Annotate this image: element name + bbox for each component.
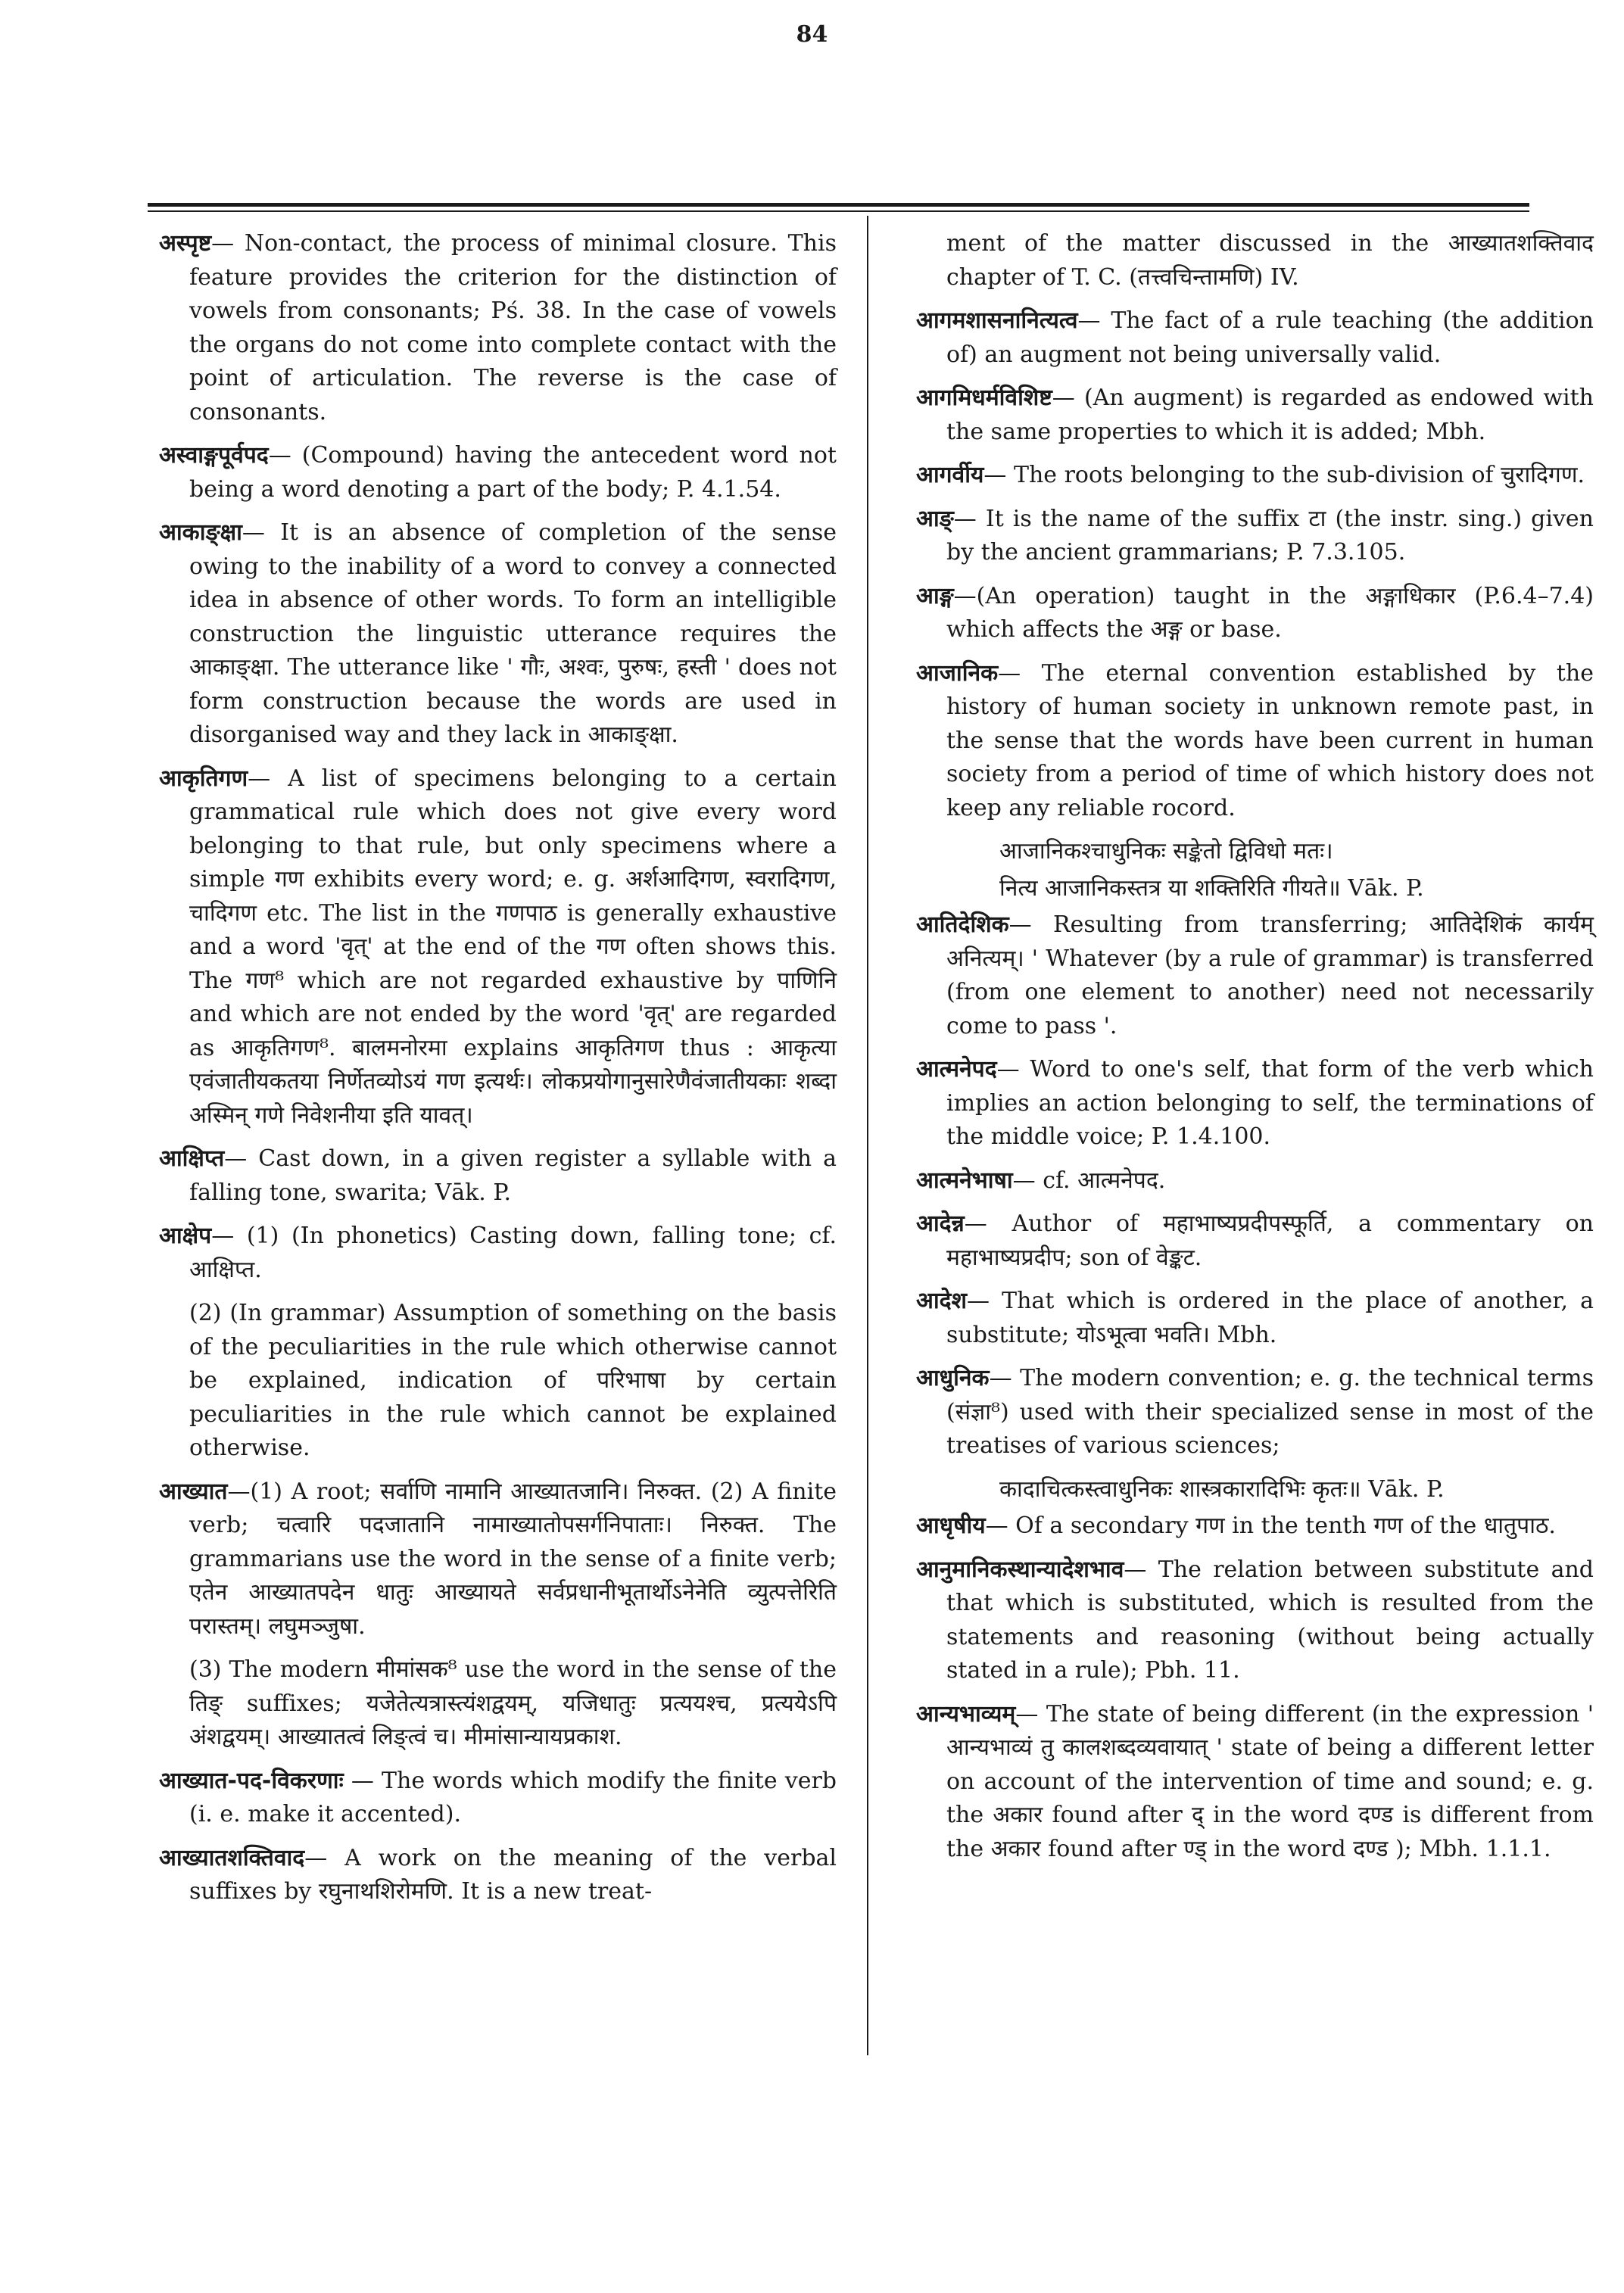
entry-headword: आत्मनेभाषा [916,1167,1013,1194]
entry-definition: — (1) (In phonetics) Casting down, falling tone; cf. आक्षिप्त. [189,1223,837,1283]
entry-definition: — cf. आत्मनेपद. [1012,1167,1166,1194]
column-divider [867,216,868,2055]
dictionary-entry [916,908,1594,1043]
quotation-line: नित्य आजानिकस्तत्र या शक्तिरिति गीयते॥ Vāk. P. [999,874,1424,902]
entry-headword: आदेश [916,1288,967,1314]
dictionary-entry [916,304,1594,372]
entry-definition: — The roots belonging to the sub-division of चुरादिगण. [983,462,1585,488]
entry-headword: आक्षिप्त [159,1145,225,1172]
dictionary-entry [159,762,837,1133]
entry-definition: — The state of being different (in the expression ' आन्यभाव्यं तु कालशब्दव्यवायात् ' state of being a different letter on account of the intervention of time and sound; e. g. the अकार found after द् in the word दण्ड is different from the अकार found after ण्ड् in the word दण्ड ); Mbh. 1.1.1. [946,1700,1594,1862]
dictionary-entry [916,657,1594,826]
entry-definition: — Author of महाभाष्यप्रदीपस्फूर्ति, a commentary on महाभाष्यप्रदीप; son of वेङ्कट. [946,1210,1594,1271]
header-rule-thick [148,203,1529,207]
entry-headword: अस्वाङ्गपूर्वपद [159,442,269,469]
entry-headword: अस्पृष्ट [159,230,212,257]
entry-definition: — Word to one's self, that form of the verb which implies an action belonging to self, the terminations of the middle voice; P. 1.4.100. [946,1056,1594,1150]
page-number: 84 [796,21,828,48]
entry-headword: आङ्ग [916,582,954,609]
entry-headword: आजानिक [916,659,999,687]
entry-continuation: (2) (In grammar) Assumption of something on the basis of the peculiarities in the rule which otherwise cannot be explained, indication of परिभाषा by certain peculiarities in the rule which cannot be explained otherwise. [189,1300,837,1461]
dictionary-entry [159,1220,837,1287]
dictionary-entry [916,459,1594,493]
dictionary-entry [159,1475,837,1644]
dictionary-entry [159,1765,837,1832]
entry-headword: आनुमानिकस्थान्यादेशभाव [916,1556,1124,1583]
entry-headword: आधुनिक [916,1365,990,1391]
entry-definition: — (An augment) is regarded as endowed with the same properties to which it is added; Mbh. [946,385,1594,445]
entry-definition: — The eternal convention established by the history of human society in unknown remote past, in the sense that the words have been current in human society from a period of time of which history does not keep any reliable rocord. [946,659,1594,821]
entry-definition: — The fact of a rule teaching (the addition of) an augment not being universally valid. [946,307,1594,368]
dictionary-entry [916,503,1594,570]
dictionary-entry [916,1362,1594,1463]
entry-headword: आतिदेशिक [916,911,1009,938]
entry-definition: — A list of specimens belonging to a certain grammatical rule which does not give every word belonging to that rule, but only specimens where a simple गण exhibits every word; e. g. अर्शआदिगण, स्वरादिगण, चादिगण etc. The list in the गणपाठ is generally exhaustive and a word 'वृत्' at the end of the गण often shows this. The गण⁸ which are not regarded exhaustive by पाणिनि and which are not ended by the word 'वृत्' are regarded as आकृतिगण⁸. बालमनोरमा explains आकृतिगण thus : आकृत्या एवंजातीयकतया निर्णेतव्योऽयं गण इत्यर्थः। लोकप्रयोगानुसारेणैवंजातीयकाः शब्दा अस्मिन् गणे निवेशनीया इति यावत्। [189,765,837,1129]
quotation-line: आजानिकश्चाधुनिकः सङ्केतो द्विविधो मतः। [999,838,1333,865]
dictionary-entry [159,1842,837,1909]
dictionary-entry [916,1553,1594,1688]
entry-definition: —(1) A root; सर्वाणि नामानि आख्यातजानि। निरुक्त. (2) A finite verb; चत्वारि पदजातानि नामाख्यातोपसर्गनिपाताः। निरुक्त. The grammarians use the word in the sense of a finite verb; एतेन आख्यातपदेन धातुः आख्यायते सर्वप्रधानीभूतार्थोऽनेनेति व्युत्पत्तेरिति परास्तम्। लघुमञ्जुषा. [189,1478,837,1640]
entry-headword: आकृतिगण [159,765,248,792]
dictionary-entry [916,1164,1594,1198]
entry-headword: आधृषीय [916,1513,986,1539]
dictionary-entry [916,1285,1594,1352]
dictionary-entry [916,580,1594,647]
entry-headword: आत्मनेपद [916,1056,997,1083]
entry-headword: आन्यभाव्यम् [916,1700,1016,1728]
entry-definition: — Cast down, in a given register a syllable with a falling tone, swarita; Vāk. P. [189,1145,837,1206]
dictionary-entry [159,439,837,506]
entry-headword: आक्षेप [159,1223,212,1249]
entry-definition: — A work on the meaning of the verbal suffixes by रघुनाथशिरोमणि. It is a new treat- [189,1844,837,1905]
entry-definition: — It is the name of the suffix टा (the instr. sing.) given by the ancient grammarians; P. 7.3.105. [946,505,1594,565]
entry-continuation: ment of the matter discussed in the आख्यातशक्तिवाद chapter of T. C. (तत्त्वचिन्तामणि) IV. [946,230,1594,291]
entry-headword: आकाङ्क्षा [159,519,242,546]
dictionary-entry [916,1053,1594,1154]
left-column [159,227,837,1919]
dictionary-entry [916,382,1594,449]
dictionary-entry [916,1207,1594,1275]
entry-headword: आगमशासनानित्यत्व [916,307,1078,334]
entry-definition: — Resulting from transferring; आतिदेशिकं कार्यम् अनित्यम्। ' Whatever (by a rule of grammar) is transferred (from one element to another) need not necessarily come to pass '. [946,911,1594,1039]
entry-definition: — The words which modify the finite verb (i. e. make it accented). [189,1767,837,1827]
entry-continuation: (3) The modern मीमांसक⁸ use the word in the sense of the तिङ् suffixes; यजेतेत्यत्रास्त्यंशद्वयम्, यजिधातुः प्रत्ययश्च, प्रत्ययेऽपि अंशद्वयम्। आख्यातत्वं लिङ्त्वं च। मीमांसान्यायप्रकाश. [189,1656,837,1750]
entry-headword: आख्यात [159,1478,228,1505]
entry-definition: — It is an absence of completion of the sense owing to the inability of a word to convey a connected idea in absence of other words. To form an intelligible construction the linguistic utterance requires the आकाङ्क्षा. The utterance like ' गौः, अश्वः, पुरुषः, हस्ती ' does not form construction because the words are used in disorganised way and they lack in आकाङ्क्षा. [189,519,837,748]
dictionary-entry [916,1509,1594,1544]
entry-headword: आङ् [916,505,954,532]
entry-definition: — The modern convention; e. g. the technical terms (संज्ञा⁸) used with their specialized sense in most of the treatises of various sciences; [946,1365,1594,1459]
entry-headword: आदेन्न [916,1210,965,1237]
dictionary-entry [916,1698,1594,1867]
entry-definition: — Of a secondary गण in the tenth गण of the धातुपाठ. [985,1513,1556,1539]
entry-definition: — (Compound) having the antecedent word not being a word denoting a part of the body; P. 4.1.54. [189,442,837,503]
entry-definition: — That which is ordered in the place of another, a substitute; योऽभूत्वा भवति। Mbh. [946,1288,1594,1348]
entry-definition: —(An operation) taught in the अङ्गाधिकार (P.6.4–7.4) which affects the अङ्ग or base. [946,582,1594,643]
entry-headword: आख्यातशक्तिवाद [159,1844,305,1871]
entry-headword: आख्यात-पद-विकरणाः [159,1767,344,1794]
dictionary-entry [159,516,837,752]
header-rule-thin [148,210,1529,212]
dictionary-entry [159,227,837,429]
entry-definition: — The relation between substitute and that which is substituted, which is resulted from the statements and reasoning (without being actually stated in a rule); Pbh. 11. [946,1556,1594,1684]
quotation-line: कादाचित्कस्त्वाधुनिकः शास्त्रकारादिभिः कृतः॥ Vāk. P. [999,1475,1445,1503]
entry-headword: आगर्वीय [916,462,984,488]
entry-definition: — Non-contact, the process of minimal closure. This feature provides the criterion for the distinction of vowels from consonants; Pś. 38. In the case of vowels the organs do not come into complete contact with the point of articulation. The reverse is the case of consonants. [189,230,837,425]
right-column [916,227,1594,1876]
entry-headword: आगमिधर्मविशिष्ट [916,385,1052,411]
dictionary-entry [159,1142,837,1210]
